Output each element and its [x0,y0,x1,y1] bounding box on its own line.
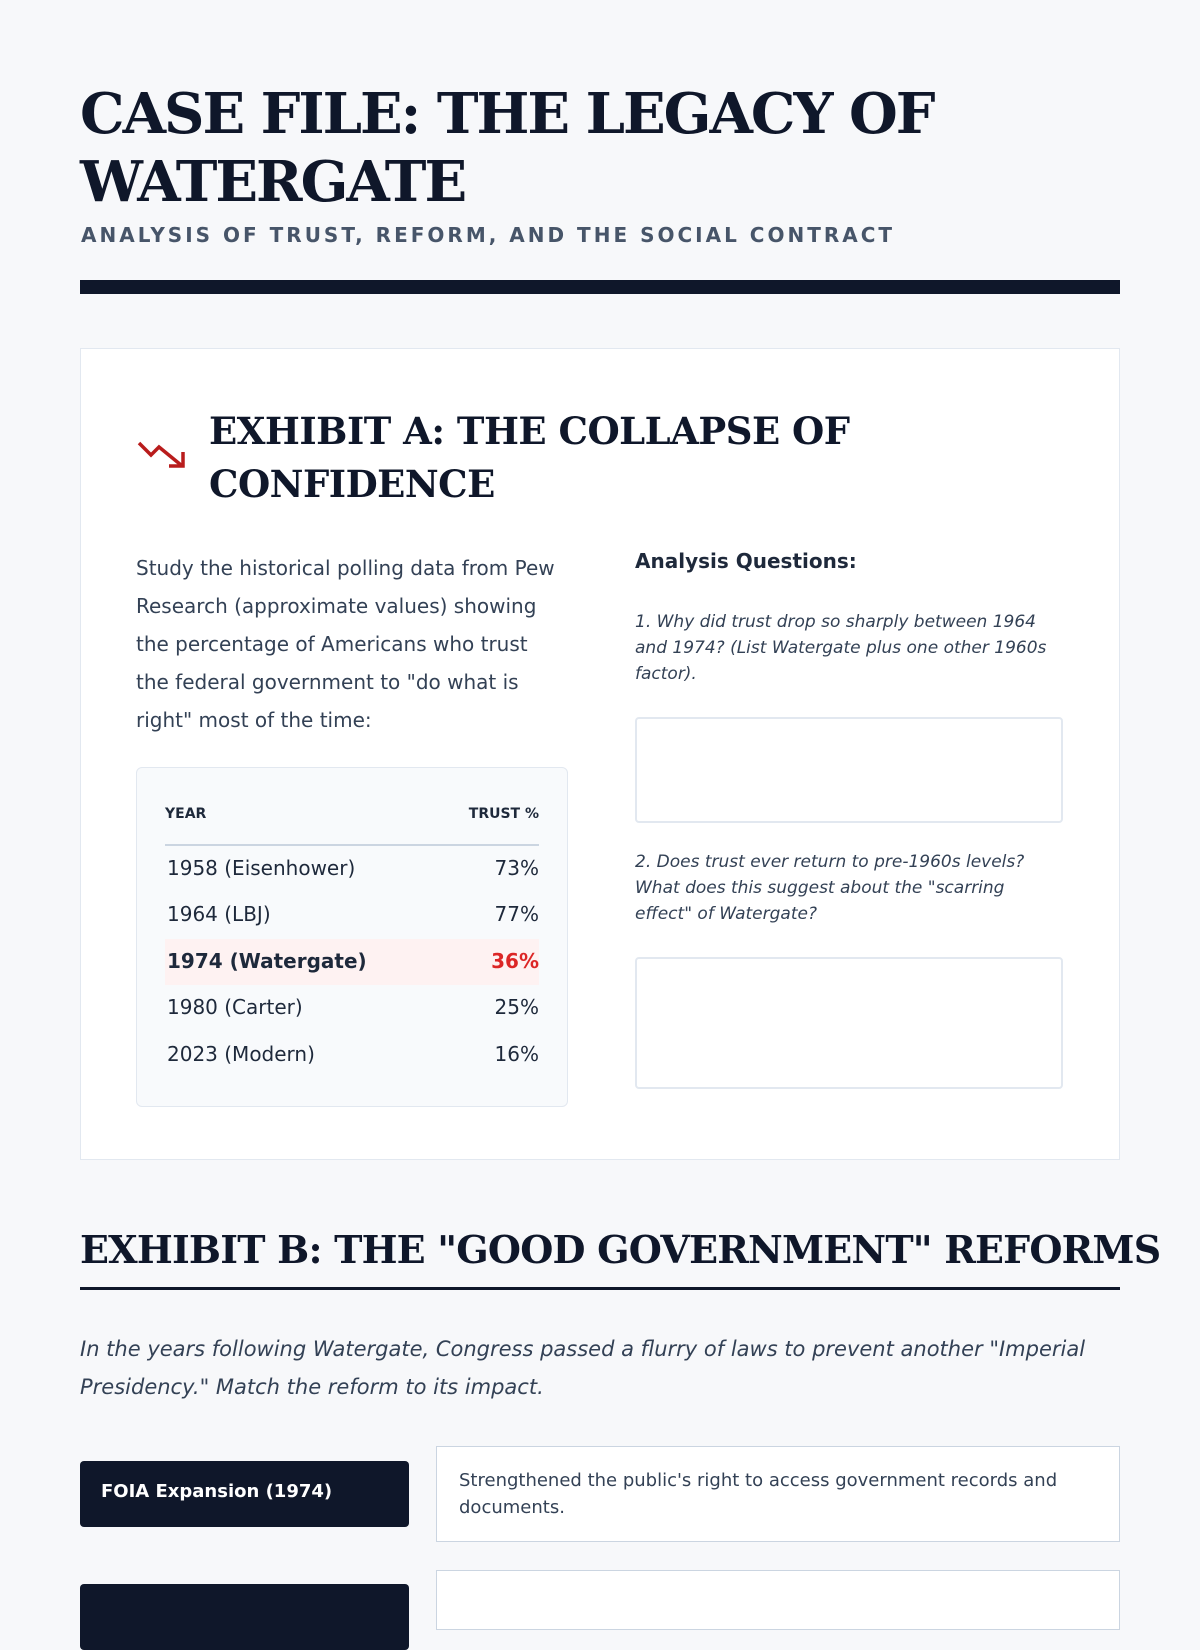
answer-field-1[interactable] [635,717,1063,823]
trending-down-icon [137,439,187,471]
row-trust-value: 77% [494,902,539,926]
exhibit-a-card [80,348,1120,1160]
reform-description-foia[interactable]: Strengthened the public's right to access government records and documents. [436,1446,1120,1542]
row-trust-value: 36% [491,949,539,973]
column-header-trust: TRUST % [468,806,539,822]
table-row [165,985,539,1031]
exhibit-a-intro: Study the historical polling data from Pew Research (approximate values) showing the percentage of Americans who trust the federal government to "do what is right" most of the time: [136,556,555,732]
row-year: 1974 (Watergate) [167,949,367,973]
question-2: 2. Does trust ever return to pre-1960s levels? What does this suggest about the "scarring effect" of Watergate? [635,852,1025,924]
table-row [165,892,539,938]
reform-description-next[interactable] [436,1570,1120,1630]
analysis-questions-heading: Analysis Questions: [635,549,857,573]
page-title: CASE FILE: THE LEGACY OF WATERGATE [80,81,934,215]
table-row-highlighted [165,939,539,985]
page-subtitle: ANALYSIS OF TRUST, REFORM, AND THE SOCIAL CONTRACT [81,223,896,247]
row-trust-value: 16% [494,1042,539,1066]
table-header [165,806,539,846]
reform-label-next[interactable] [80,1584,409,1650]
row-trust-value: 73% [494,856,539,880]
exhibit-b-intro: In the years following Watergate, Congress passed a flurry of laws to prevent another "Imperial Presidency." Match the reform to its impact. [80,1337,1086,1399]
row-year: 1964 (LBJ) [167,902,271,926]
row-trust-value: 25% [494,995,539,1019]
answer-field-2[interactable] [635,957,1063,1089]
title-divider [80,280,1120,294]
row-year: 2023 (Modern) [167,1042,315,1066]
table-row [165,846,539,892]
table-row [165,1032,539,1078]
exhibit-b-divider [80,1287,1120,1290]
row-year: 1958 (Eisenhower) [167,856,356,880]
exhibit-a-title: EXHIBIT A: THE COLLAPSE OF CONFIDENCE [209,409,850,506]
question-1: 1. Why did trust drop so sharply between 1964 and 1974? (List Watergate plus one other 1960s factor). [635,612,1047,684]
polling-table [136,767,568,1107]
row-year: 1980 (Carter) [167,995,303,1019]
column-header-year: YEAR [165,806,207,822]
exhibit-b-title: EXHIBIT B: THE "GOOD GOVERNMENT" REFORMS [80,1227,1161,1272]
reform-label-foia[interactable]: FOIA Expansion (1974) [80,1461,409,1527]
